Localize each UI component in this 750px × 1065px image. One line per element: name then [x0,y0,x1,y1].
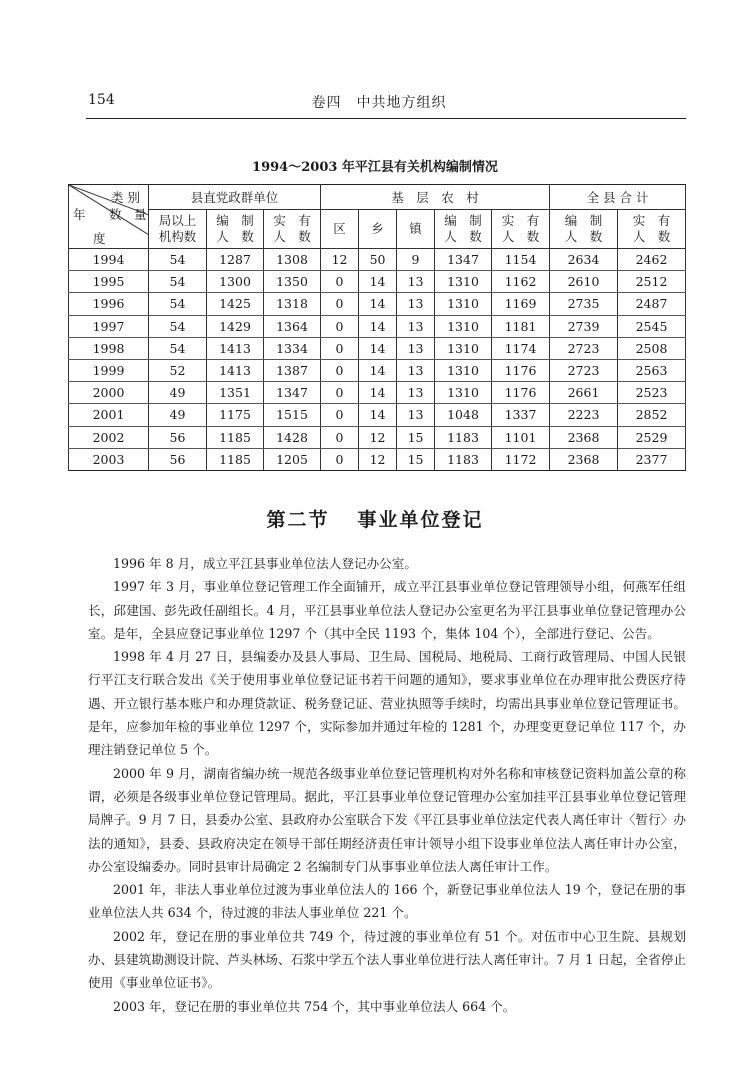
table-cell: 0 [321,448,359,470]
table-cell: 1364 [264,315,321,337]
table-row [69,271,686,293]
table-cell: 0 [321,337,359,359]
table-cell: 1310 [435,359,492,381]
table-cell: 9 [397,249,435,271]
table-row [69,404,686,426]
col-header-district: 区 [321,210,359,249]
corner-category-label: 类 别 [111,190,140,205]
table-row [69,293,686,315]
table-cell: 1183 [435,448,492,470]
table-cell: 2723 [550,359,618,381]
body-text [88,552,686,1018]
year-cell: 2001 [69,404,149,426]
paragraph: 2002 年，登记在册的事业单位共 749 个，待过渡的事业单位有 51 个。对伍市中心卫生院、县规划办、县建筑勘测设计院、芦头林场、石浆中学五个法人事业单位进行法人离任审计。7 月 1 日起，全省停止使用《事业单位证书》。 [88,928,686,991]
table-cell: 15 [397,448,435,470]
table-cell: 52 [149,359,207,381]
table-row [69,359,686,381]
table-cell: 1300 [207,271,264,293]
table-row [69,448,686,470]
table-cell: 2512 [618,271,686,293]
table-cell: 2368 [550,448,618,470]
table-cell: 0 [321,426,359,448]
table-cell: 13 [397,293,435,315]
section-heading: 事业单位登记 [357,509,484,531]
table-cell: 54 [149,271,207,293]
year-cell: 1995 [69,271,149,293]
table-cell: 2377 [618,448,686,470]
table-cell: 54 [149,293,207,315]
table-cell: 1351 [207,382,264,404]
table-cell: 1318 [264,293,321,315]
table-cell: 1310 [435,337,492,359]
table-cell: 2563 [618,359,686,381]
table-cell: 14 [359,337,397,359]
table-cell: 0 [321,404,359,426]
table-cell: 2634 [550,249,618,271]
col-header-rural-quota: 编 制 人 数 [435,210,492,249]
table-cell: 1310 [435,382,492,404]
table-cell: 14 [359,315,397,337]
table-cell: 1176 [492,359,550,381]
table-cell: 1048 [435,404,492,426]
col-header-bureau-count: 局以上 机构数 [149,210,207,249]
table-cell: 1287 [207,249,264,271]
table-cell: 12 [321,249,359,271]
table-cell: 2723 [550,337,618,359]
table-cell: 1185 [207,426,264,448]
table-cell: 2852 [618,404,686,426]
table-corner-cell [69,185,149,249]
table-cell: 1347 [435,249,492,271]
col-header-rural-actual: 实 有 人 数 [492,210,550,249]
table-cell: 49 [149,382,207,404]
running-title: 卷四 中共地方组织 [311,95,447,111]
table-cell: 1387 [264,359,321,381]
table-cell: 13 [397,382,435,404]
table-cell: 13 [397,337,435,359]
table-cell: 2462 [618,249,686,271]
table-cell: 1183 [435,426,492,448]
table-cell: 14 [359,382,397,404]
group-rural-grassroots: 基 层 农 村 [321,185,550,210]
table-cell: 2739 [550,315,618,337]
table-cell: 1205 [264,448,321,470]
table-cell: 1172 [492,448,550,470]
col-header-town: 镇 [397,210,435,249]
header-rule [86,118,686,119]
table-cell: 0 [321,359,359,381]
corner-year-label-1: 年 [73,207,86,222]
paragraph: 1998 年 4 月 27 日，县编委办及县人事局、卫生局、国税局、地税局、工商行政管理局、中国人民银行平江支行联合发出《关于使用事业单位登记证书若干问题的通知》，要求事业单位在办理审批公费医疗待遇、开立银行基本账户和办理贷款证、税务登记证、营业执照等手续时，均需出具事业单位登记管理证书。是年，应参加年检的事业单位 1297 个，实际参加并通过年检的 1281 个，办理变更登记单位 117 个，办理注销登记单位 5 个。 [88,649,686,758]
table-cell: 1428 [264,426,321,448]
table-row [69,337,686,359]
table-cell: 1515 [264,404,321,426]
table-cell: 14 [359,404,397,426]
table-cell: 15 [397,426,435,448]
table-cell: 1334 [264,337,321,359]
table-cell: 2508 [618,337,686,359]
table-cell: 2610 [550,271,618,293]
table-cell: 1337 [492,404,550,426]
year-cell: 2002 [69,426,149,448]
col-header-total-actual: 实 有 人 数 [618,210,686,249]
col-header-county-actual: 实 有 人 数 [264,210,321,249]
table-row [69,249,686,271]
page-header [88,92,670,114]
table-cell: 1308 [264,249,321,271]
table-cell: 14 [359,293,397,315]
table-row [69,315,686,337]
table-cell: 1347 [264,382,321,404]
staffing-table [68,184,686,471]
table-cell: 2545 [618,315,686,337]
paragraph: 1996 年 8 月，成立平江县事业单位法人登记办公室。 [113,556,417,571]
table-cell: 2529 [618,426,686,448]
table-cell: 14 [359,271,397,293]
year-cell: 2000 [69,382,149,404]
table-row [69,382,686,404]
table-cell: 0 [321,382,359,404]
table-cell: 1101 [492,426,550,448]
table-cell: 1154 [492,249,550,271]
table-cell: 1174 [492,337,550,359]
table-cell: 13 [397,271,435,293]
paragraph: 2000 年 9 月，湖南省编办统一规范各级事业单位登记管理机构对外名称和审核登记资料加盖公章的称谓，必须是各级事业单位登记管理局。据此，平江县事业单位登记管理办公室加挂平江县事业单位登记管理局牌子。9 月 7 日，县委办公室、县政府办公室联合下发《平江县事业单位法定代表人离任审计〈暂行〉办法的通知》，县委、县政府决定在领导干部任期经济责任审计领导小组下设事业单位法人离任审计办公室，办公室设编委办。同时县审计局确定 2 名编制专门从事事业单位法人离任审计工作。 [88,765,686,874]
table-cell: 1169 [492,293,550,315]
table-cell: 2661 [550,382,618,404]
table-cell: 1162 [492,271,550,293]
table-cell: 1413 [207,359,264,381]
table-cell: 1425 [207,293,264,315]
year-cell: 1999 [69,359,149,381]
table-cell: 1350 [264,271,321,293]
table-cell: 13 [397,359,435,381]
table-cell: 54 [149,315,207,337]
paragraph: 1997 年 3 月，事业单位登记管理工作全面铺开，成立平江县事业单位登记管理领导小组，何燕军任组长，邱建国、彭先政任副组长。4 月，平江县事业单位法人登记办公室更名为平江县事业单位登记管理办公室。是年，全县应登记事业单位 1297 个（其中全民 1193 个，集体 104 个），全部进行登记、公告。 [88,579,686,641]
table-cell: 2735 [550,293,618,315]
table-cell: 2368 [550,426,618,448]
paragraph: 2003 年，登记在册的事业单位共 754 个，其中事业单位法人 664 个。 [113,998,516,1014]
table-cell: 56 [149,426,207,448]
col-header-total-quota: 编 制 人 数 [550,210,618,249]
corner-count-label: 数 量 [109,207,147,222]
table-cell: 1413 [207,337,264,359]
group-county-units: 县直党政群单位 [149,185,321,210]
table-cell: 1429 [207,315,264,337]
table-cell: 2223 [550,404,618,426]
year-cell: 1997 [69,315,149,337]
table-cell: 1310 [435,271,492,293]
col-header-county-quota: 编 制 人 数 [207,210,264,249]
table-cell: 0 [321,293,359,315]
table-cell: 49 [149,404,207,426]
table-cell: 0 [321,315,359,337]
table-cell: 1181 [492,315,550,337]
table-cell: 1310 [435,293,492,315]
table-cell: 54 [149,337,207,359]
table-cell: 1176 [492,382,550,404]
year-cell: 1996 [69,293,149,315]
corner-year-label-2: 度 [93,231,106,246]
year-cell: 1994 [69,249,149,271]
table-cell: 1310 [435,315,492,337]
table-cell: 56 [149,448,207,470]
paragraph: 2001 年，非法人事业单位过渡为事业单位法人的 166 个，新登记事业单位法人 19 个，登记在册的事业单位法人共 634 个，待过渡的非法人事业单位 221 个。 [88,882,686,921]
section-number: 第二节 [266,509,330,531]
table-row [69,426,686,448]
table-cell: 54 [149,249,207,271]
year-cell: 1998 [69,337,149,359]
table-cell: 50 [359,249,397,271]
group-county-total: 全 县 合 计 [550,185,686,210]
table-cell: 12 [359,426,397,448]
table-cell: 2523 [618,382,686,404]
table-cell: 14 [359,359,397,381]
table-cell: 1175 [207,404,264,426]
table-caption: 1994～2003 年平江县有关机构编制情况 [252,160,498,175]
col-header-township: 乡 [359,210,397,249]
table-cell: 1185 [207,448,264,470]
table-cell: 0 [321,271,359,293]
table-cell: 12 [359,448,397,470]
section-title [0,505,750,532]
table-cell: 13 [397,404,435,426]
table-cell: 2487 [618,293,686,315]
table-cell: 13 [397,315,435,337]
page-number: 154 [88,92,115,108]
table-body [69,249,686,471]
year-cell: 2003 [69,448,149,470]
